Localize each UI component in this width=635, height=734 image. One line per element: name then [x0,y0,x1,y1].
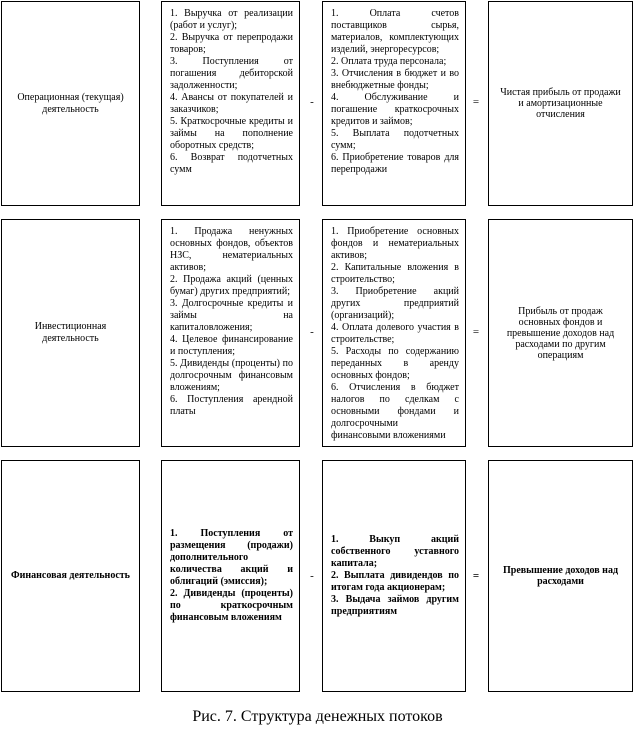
result-label: Прибыль от продаж основных фондов и превышение доходов над расходами по другим операциям [506,305,615,361]
list-item: 6. Возврат подотчетных сумм [170,152,293,175]
inflows-investment [161,219,300,447]
figure-caption: Рис. 7. Структура денежных потоков [192,708,443,725]
list-item: 1. Поступления от размещения (продажи) дополнительного количества акций и облигаций (эмиссия); [170,528,293,587]
result-operating [488,1,633,206]
outflows-investment [322,219,466,447]
equals-operator: = [472,326,480,338]
result-investment [488,219,633,447]
list-item: 5. Выплата подотчетных сумм; [331,128,459,151]
list-item: 2. Капитальные вложения в строительство; [331,262,459,285]
outflows-operating [322,1,466,206]
result-financial [488,460,633,692]
list-item: 3. Отчисления в бюджет и во внебюджетные фонды; [331,68,459,91]
list-item: 2. Дивиденды (проценты) по краткосрочным финансовым вложениям [170,588,293,623]
equals-operator: = [472,570,480,582]
category-financial [1,460,140,692]
result-label: Превышение доходов над расходами [503,565,618,587]
list-item: 5. Дивиденды (проценты) по долгосрочным финансовым вложениям; [170,358,293,393]
minus-operator: - [310,326,314,338]
list-item: 2. Продажа акций (ценных бумаг) других предприятий; [170,274,293,297]
list-item: 3. Поступления от погашения дебиторской задолженности; [170,56,293,91]
list-item: 4. Оплата долевого участия в строительстве; [331,322,459,345]
list-item: 1. Выкуп акций собственного уставного капитала; [331,534,459,569]
category-label: Финансовая деятельность [11,570,130,581]
minus-operator: - [310,96,314,108]
list-item: 3. Долгосрочные кредиты и займы на капиталовложения; [170,298,293,333]
list-item: 4. Обслуживание и погашение краткосрочных кредитов и займов; [331,92,459,127]
list-item: 6. Отчисления в бюджет налогов по сделкам с основными фондами и долгосрочными финансовыми вложениями [331,382,459,441]
list-item: 6. Приобретение товаров для перепродажи [331,152,459,175]
result-label: Чистая прибыль от продажи и амортизационные отчисления [500,87,621,120]
list-item: 1. Продажа ненужных основных фондов, объектов НЗС, нематериальных активов; [170,226,293,273]
list-item: 3. Выдача займов другим предприятиям [331,594,459,617]
list-item: 3. Приобретение акций других предприятий (организаций); [331,286,459,321]
category-label: Операционная (текущая) деятельность [17,91,124,115]
list-item: 1. Приобретение основных фондов и нематериальных активов; [331,226,459,261]
list-item: 6. Поступления арендной платы [170,394,293,417]
list-item: 1. Выручка от реализации (работ и услуг); [170,8,293,31]
list-item: 2. Выручка от перепродажи товаров; [170,32,293,55]
outflows-financial [322,460,466,692]
category-operating [1,1,140,206]
list-item: 2. Выплата дивидендов по итогам года акционерам; [331,570,459,593]
list-item: 5. Расходы по содержанию переданных в аренду основных фондов; [331,346,459,381]
list-item: 1. Оплата счетов поставщиков сырья, материалов, комплектующих изделий, энергоресурсов; [331,8,459,55]
list-item: 2. Оплата труда персонала; [331,56,447,67]
equals-operator: = [472,96,480,108]
list-item: 4. Целевое финансирование и поступления; [170,334,293,357]
list-item: 5. Краткосрочные кредиты и займы на пополнение оборотных средств; [170,116,293,151]
inflows-operating [161,1,300,206]
minus-operator: - [310,570,314,582]
category-label: Инвестиционная деятельность [34,321,107,344]
category-investment [1,219,140,447]
list-item: 4. Авансы от покупателей и заказчиков; [170,92,293,115]
inflows-financial [161,460,300,692]
